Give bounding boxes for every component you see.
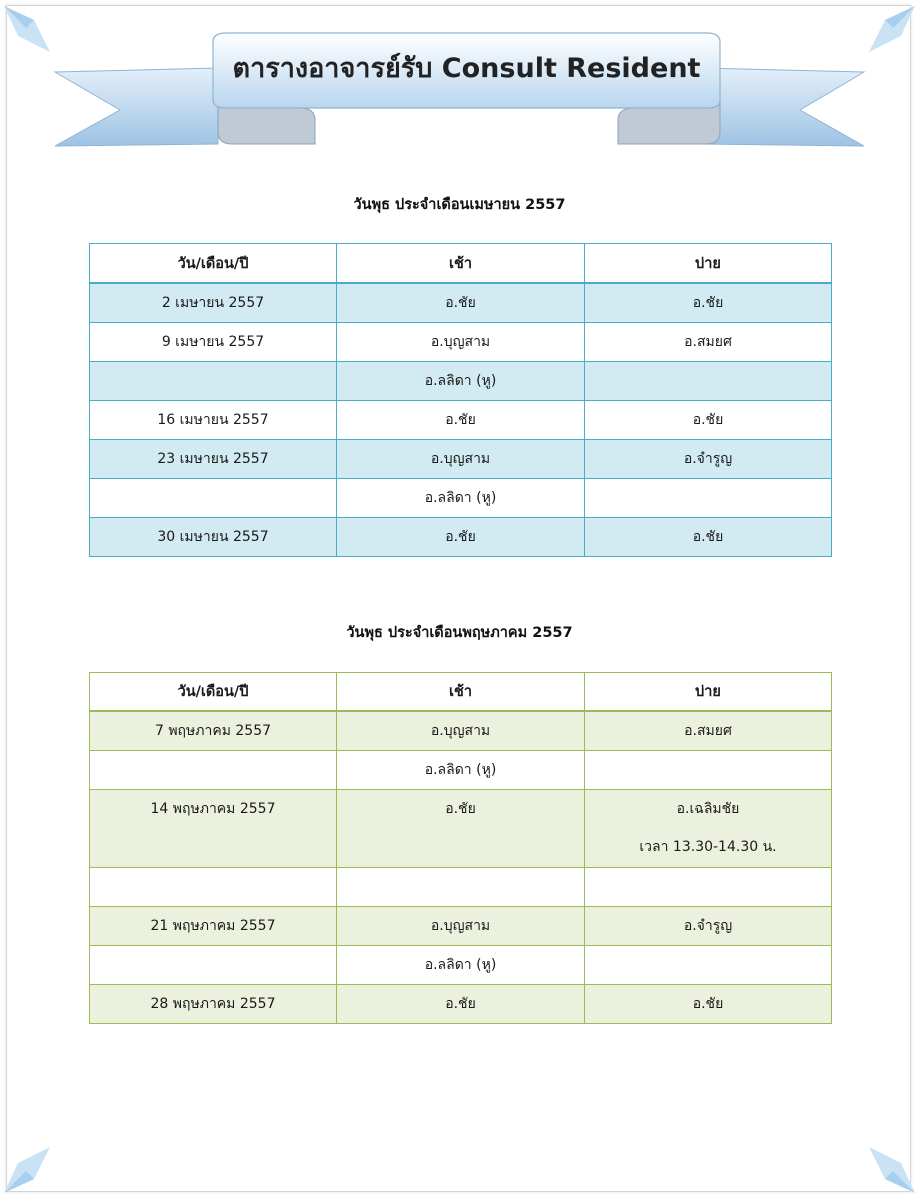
table-row <box>90 401 832 440</box>
cell-afternoon <box>585 868 832 907</box>
cell-date-text: 14 พฤษภาคม 2557 <box>150 801 276 817</box>
cell-date <box>90 946 337 985</box>
cell-morning: อ.ลลิดา (หู) <box>337 946 585 985</box>
table-row <box>90 790 832 868</box>
cell-morning: อ.บุญสาม <box>337 440 585 479</box>
table-row <box>90 440 832 479</box>
may-section-title: วันพุธ ประจำเดือนพฤษภาคม 2557 <box>346 625 573 641</box>
cell-afternoon <box>585 362 832 401</box>
cell-date <box>90 751 337 790</box>
table-row <box>90 868 832 907</box>
table-row <box>90 479 832 518</box>
may-schedule-table <box>89 672 832 1024</box>
cell-morning: อ.บุญสาม <box>337 711 585 751</box>
table-row <box>90 283 832 323</box>
cell-afternoon <box>585 751 832 790</box>
table-row <box>90 362 832 401</box>
header-morning: เช้า <box>337 244 585 284</box>
cell-date: 21 พฤษภาคม 2557 <box>90 907 337 946</box>
cell-afternoon-time: เวลา 13.30-14.30 น. <box>639 839 777 855</box>
cell-morning <box>337 868 585 907</box>
cell-date: 16 เมษายน 2557 <box>90 401 337 440</box>
cell-morning-text: อ.ชัย <box>445 801 476 817</box>
cell-afternoon: อ.ชัย <box>585 283 832 323</box>
cell-date: 28 พฤษภาคม 2557 <box>90 985 337 1024</box>
table-row <box>90 985 832 1024</box>
table-row <box>90 946 832 985</box>
cell-morning: อ.บุญสาม <box>337 907 585 946</box>
cell-date: 9 เมษายน 2557 <box>90 323 337 362</box>
cell-date: 7 พฤษภาคม 2557 <box>90 711 337 751</box>
cell-afternoon: อ.ชัย <box>585 518 832 557</box>
table-row <box>90 518 832 557</box>
cell-afternoon: อ.สมยศ <box>585 711 832 751</box>
cell-afternoon <box>585 790 832 868</box>
cell-morning: อ.ชัย <box>337 283 585 323</box>
banner-title: ตารางอาจารย์รับ Consult Resident <box>232 52 701 84</box>
header-morning: เช้า <box>337 673 585 712</box>
cell-date: 2 เมษายน 2557 <box>90 283 337 323</box>
table-row <box>90 323 832 362</box>
cell-morning: อ.บุญสาม <box>337 323 585 362</box>
corner-star-icon <box>869 1147 915 1193</box>
cell-morning: อ.ลลิดา (หู) <box>337 362 585 401</box>
cell-date <box>90 362 337 401</box>
cell-morning: อ.ชัย <box>337 401 585 440</box>
cell-date <box>90 868 337 907</box>
april-section-title: วันพุธ ประจำเดือนเมษายน 2557 <box>353 197 566 213</box>
cell-date: 30 เมษายน 2557 <box>90 518 337 557</box>
table-row <box>90 711 832 751</box>
table-header-row <box>90 673 832 712</box>
corner-star-icon <box>4 1147 50 1193</box>
april-schedule-table <box>89 243 832 557</box>
table-row <box>90 907 832 946</box>
header-afternoon: บ่าย <box>585 673 832 712</box>
header-date: วัน/เดือน/ปี <box>90 673 337 712</box>
cell-date <box>90 479 337 518</box>
cell-afternoon-text: อ.เฉลิมชัย <box>676 801 740 817</box>
cell-afternoon: อ.ชัย <box>585 401 832 440</box>
cell-morning: อ.ลลิดา (หู) <box>337 479 585 518</box>
cell-morning: อ.ลลิดา (หู) <box>337 751 585 790</box>
cell-morning: อ.ชัย <box>337 985 585 1024</box>
table-header-row <box>90 244 832 284</box>
cell-afternoon: อ.จำรูญ <box>585 907 832 946</box>
cell-afternoon <box>585 946 832 985</box>
cell-morning: อ.ชัย <box>337 518 585 557</box>
cell-afternoon: อ.ชัย <box>585 985 832 1024</box>
cell-afternoon <box>585 479 832 518</box>
header-date: วัน/เดือน/ปี <box>90 244 337 284</box>
cell-date: 23 เมษายน 2557 <box>90 440 337 479</box>
header-afternoon: บ่าย <box>585 244 832 284</box>
table-row <box>90 751 832 790</box>
cell-afternoon: อ.สมยศ <box>585 323 832 362</box>
cell-morning <box>337 790 585 868</box>
cell-date <box>90 790 337 868</box>
cell-afternoon: อ.จำรูญ <box>585 440 832 479</box>
